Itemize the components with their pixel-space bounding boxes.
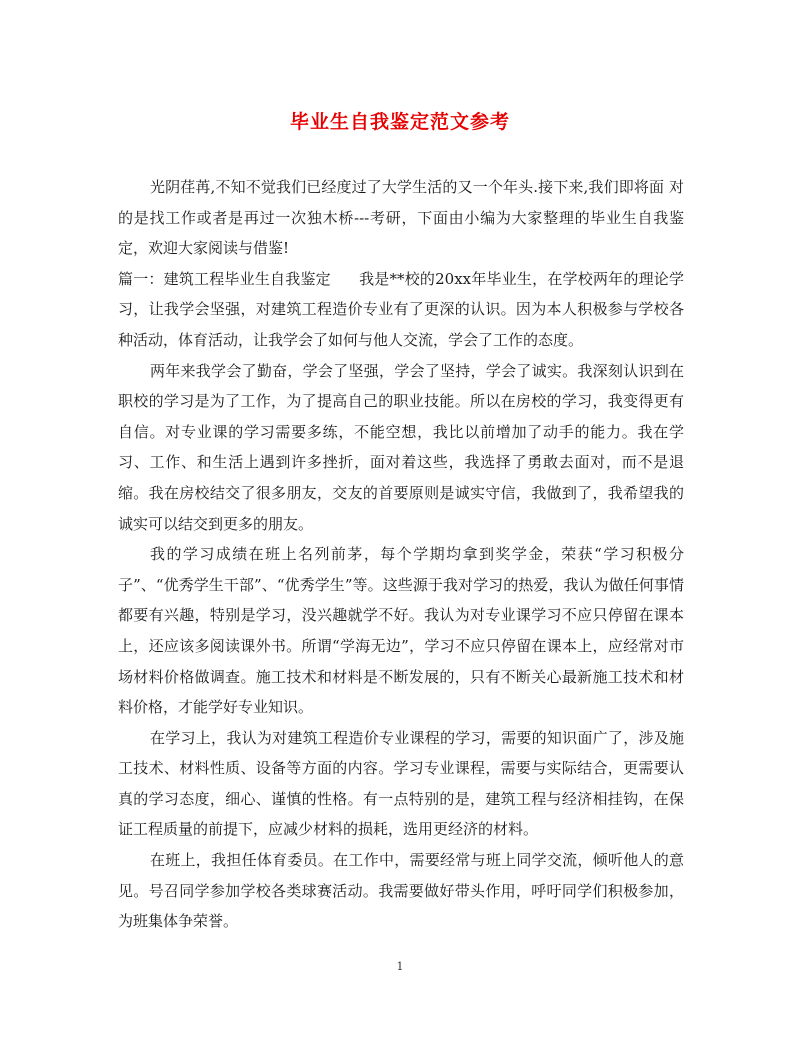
document-body bbox=[118, 172, 684, 937]
page-number: 1 bbox=[396, 960, 404, 973]
section-heading: 篇一：建筑工程毕业生自我鉴定 bbox=[118, 269, 331, 288]
section-first-text: 我是**校的20xx年毕业生，在学校两年的理论学习，让我学会坚强，对建筑工程造价专业有了更深的认识。因为本人积极参与学校各种活动，体育活动，让我学会了如何与他人交流，学会了工作的态度。 bbox=[118, 269, 684, 349]
body-paragraph: 在班上，我担任体育委员。在工作中，需要经常与班上同学交流，倾听他人的意见。号召同学参加学校各类球赛活动。我需要做好带头作用，呼吁同学们积极参加，为班集体争荣誉。 bbox=[118, 851, 684, 931]
body-paragraph: 我的学习成绩在班上名列前茅，每个学期均拿到奖学金，荣获“学习积极分子”、“优秀学生干部”、“优秀学生”等。这些源于我对学习的热爱，我认为做任何事情都要有兴趣，特别是学习，没兴趣就学不好。我认为对专业课学习不应只停留在课本上，还应该多阅读课外书。所谓“学海无边”，学习不应只停留在课本上，应经常对市场材料价格做调查。施工技术和材料是不断发展的，只有不断关心最新施工技术和材料价格，才能学好专业知识。 bbox=[118, 545, 684, 717]
body-paragraph: 两年来我学会了勤奋，学会了坚强，学会了坚持，学会了诚实。我深刻认识到在职校的学习是为了工作，为了提高自己的职业技能。所以在房校的学习，我变得更有自信。对专业课的学习需要多练，不能空想，我比以前增加了动手的能力。我在学习、工作、和生活上遇到许多挫折，面对着这些，我选择了勇敢去面对，而不是退缩。我在房校结交了很多朋友，交友的首要原则是诚实守信，我做到了，我希望我的诚实可以结交到更多的朋友。 bbox=[118, 361, 684, 533]
intro-paragraph: 光阴荏苒,不知不觉我们已经度过了大学生活的又一个年头.接下来,我们即将面 对的是找工作或者是再过一次独木桥---考研，下面由小编为大家整理的毕业生自我鉴定，欢迎大家阅读与借鉴! bbox=[118, 178, 684, 258]
body-paragraph: 在学习上，我认为对建筑工程造价专业课程的学习，需要的知识面广了，涉及施工技术、材料性质、设备等方面的内容。学习专业课程，需要与实际结合，更需要认真的学习态度，细心、谨慎的性格。有一点特别的是，建筑工程与经济相挂钩，在保证工程质量的前提下，应减少材料的损耗，选用更经济的材料。 bbox=[118, 728, 684, 839]
section-paragraph bbox=[118, 264, 684, 356]
document-title: 毕业生自我鉴定范文参考 bbox=[289, 111, 510, 133]
